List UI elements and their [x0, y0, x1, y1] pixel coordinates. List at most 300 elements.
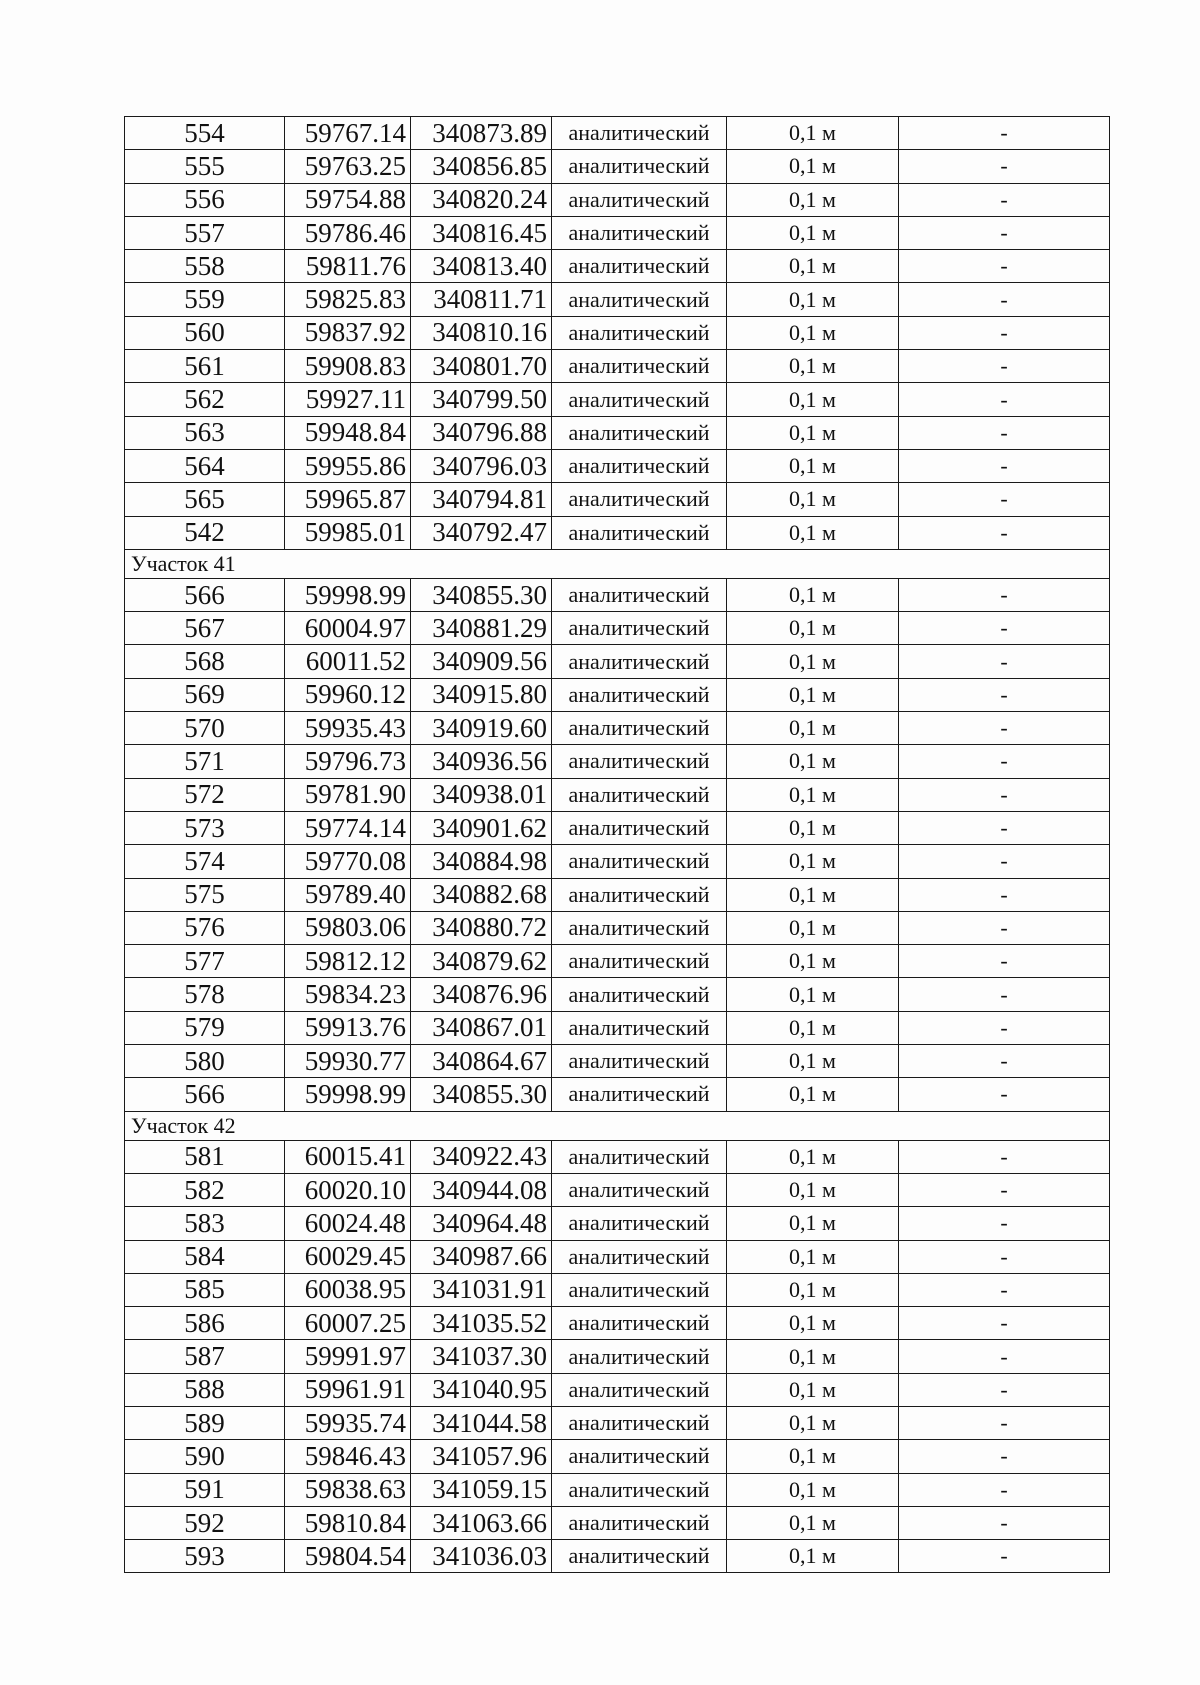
table-row [125, 878, 1110, 911]
x-coordinate-cell: 59948.84 [285, 416, 411, 449]
point-number-cell: 558 [125, 250, 285, 283]
y-coordinate-cell: 340856.85 [411, 150, 552, 183]
x-coordinate-cell: 59767.14 [285, 117, 411, 150]
table-row [125, 1240, 1110, 1273]
table-row [125, 117, 1110, 150]
table-row [125, 1506, 1110, 1539]
x-coordinate-cell: 60020.10 [285, 1173, 411, 1206]
point-number-cell: 593 [125, 1540, 285, 1573]
note-cell: - [899, 216, 1110, 249]
note-cell: - [899, 811, 1110, 844]
method-cell: аналитический [552, 645, 727, 678]
note-cell: - [899, 1540, 1110, 1573]
method-cell: аналитический [552, 778, 727, 811]
table-row [125, 945, 1110, 978]
table-row [125, 778, 1110, 811]
accuracy-cell: 0,1 м [727, 1307, 899, 1340]
note-cell: - [899, 1506, 1110, 1539]
point-number-cell: 590 [125, 1440, 285, 1473]
x-coordinate-cell: 59935.43 [285, 712, 411, 745]
y-coordinate-cell: 340794.81 [411, 483, 552, 516]
accuracy-cell: 0,1 м [727, 449, 899, 482]
point-number-cell: 561 [125, 350, 285, 383]
x-coordinate-cell: 59754.88 [285, 183, 411, 216]
x-coordinate-cell: 59961.91 [285, 1373, 411, 1406]
y-coordinate-cell: 340796.03 [411, 449, 552, 482]
accuracy-cell: 0,1 м [727, 250, 899, 283]
note-cell: - [899, 1473, 1110, 1506]
y-coordinate-cell: 340938.01 [411, 778, 552, 811]
x-coordinate-cell: 59930.77 [285, 1045, 411, 1078]
accuracy-cell: 0,1 м [727, 712, 899, 745]
method-cell: аналитический [552, 383, 727, 416]
table-row [125, 1207, 1110, 1240]
point-number-cell: 577 [125, 945, 285, 978]
method-cell: аналитический [552, 878, 727, 911]
note-cell: - [899, 416, 1110, 449]
note-cell: - [899, 845, 1110, 878]
x-coordinate-cell: 59770.08 [285, 845, 411, 878]
note-cell: - [899, 612, 1110, 645]
point-number-cell: 562 [125, 383, 285, 416]
note-cell: - [899, 1140, 1110, 1173]
x-coordinate-cell: 59955.86 [285, 449, 411, 482]
point-number-cell: 589 [125, 1406, 285, 1439]
point-number-cell: 587 [125, 1340, 285, 1373]
point-number-cell: 573 [125, 811, 285, 844]
note-cell: - [899, 183, 1110, 216]
method-cell: аналитический [552, 1240, 727, 1273]
table-row [125, 845, 1110, 878]
x-coordinate-cell: 60038.95 [285, 1273, 411, 1306]
accuracy-cell: 0,1 м [727, 612, 899, 645]
table-row [125, 1273, 1110, 1306]
accuracy-cell: 0,1 м [727, 645, 899, 678]
y-coordinate-cell: 340792.47 [411, 516, 552, 549]
method-cell: аналитический [552, 911, 727, 944]
accuracy-cell: 0,1 м [727, 1140, 899, 1173]
table-row [125, 712, 1110, 745]
accuracy-cell: 0,1 м [727, 1440, 899, 1473]
y-coordinate-cell: 340884.98 [411, 845, 552, 878]
accuracy-cell: 0,1 м [727, 216, 899, 249]
table-row [125, 1373, 1110, 1406]
point-number-cell: 565 [125, 483, 285, 516]
accuracy-cell: 0,1 м [727, 1406, 899, 1439]
accuracy-cell: 0,1 м [727, 1045, 899, 1078]
y-coordinate-cell: 340964.48 [411, 1207, 552, 1240]
y-coordinate-cell: 340811.71 [411, 283, 552, 316]
x-coordinate-cell: 59838.63 [285, 1473, 411, 1506]
note-cell: - [899, 1406, 1110, 1439]
point-number-cell: 571 [125, 745, 285, 778]
y-coordinate-cell: 340799.50 [411, 383, 552, 416]
point-number-cell: 542 [125, 516, 285, 549]
section-header-row [125, 1111, 1110, 1140]
table-row [125, 1078, 1110, 1111]
method-cell: аналитический [552, 1540, 727, 1573]
point-number-cell: 575 [125, 878, 285, 911]
x-coordinate-cell: 59965.87 [285, 483, 411, 516]
table-row [125, 1307, 1110, 1340]
note-cell: - [899, 117, 1110, 150]
accuracy-cell: 0,1 м [727, 383, 899, 416]
accuracy-cell: 0,1 м [727, 1373, 899, 1406]
point-number-cell: 555 [125, 150, 285, 183]
point-number-cell: 580 [125, 1045, 285, 1078]
x-coordinate-cell: 59846.43 [285, 1440, 411, 1473]
note-cell: - [899, 1373, 1110, 1406]
point-number-cell: 554 [125, 117, 285, 150]
table-row [125, 449, 1110, 482]
y-coordinate-cell: 340801.70 [411, 350, 552, 383]
y-coordinate-cell: 340820.24 [411, 183, 552, 216]
accuracy-cell: 0,1 м [727, 1173, 899, 1206]
method-cell: аналитический [552, 350, 727, 383]
x-coordinate-cell: 60007.25 [285, 1307, 411, 1340]
note-cell: - [899, 678, 1110, 711]
table-row [125, 1473, 1110, 1506]
y-coordinate-cell: 340879.62 [411, 945, 552, 978]
x-coordinate-cell: 60004.97 [285, 612, 411, 645]
section-label: Участок 41 [125, 549, 1110, 578]
y-coordinate-cell: 340919.60 [411, 712, 552, 745]
table-row [125, 483, 1110, 516]
point-number-cell: 566 [125, 1078, 285, 1111]
table-row [125, 516, 1110, 549]
note-cell: - [899, 745, 1110, 778]
point-number-cell: 592 [125, 1506, 285, 1539]
method-cell: аналитический [552, 416, 727, 449]
table-row [125, 811, 1110, 844]
table-row [125, 350, 1110, 383]
x-coordinate-cell: 59998.99 [285, 578, 411, 611]
table-row [125, 1173, 1110, 1206]
x-coordinate-cell: 59837.92 [285, 316, 411, 349]
x-coordinate-cell: 59908.83 [285, 350, 411, 383]
note-cell: - [899, 578, 1110, 611]
accuracy-cell: 0,1 м [727, 316, 899, 349]
accuracy-cell: 0,1 м [727, 678, 899, 711]
y-coordinate-cell: 340922.43 [411, 1140, 552, 1173]
y-coordinate-cell: 340813.40 [411, 250, 552, 283]
table-row [125, 416, 1110, 449]
y-coordinate-cell: 340901.62 [411, 811, 552, 844]
method-cell: аналитический [552, 1506, 727, 1539]
y-coordinate-cell: 340816.45 [411, 216, 552, 249]
point-number-cell: 559 [125, 283, 285, 316]
y-coordinate-cell: 341031.91 [411, 1273, 552, 1306]
x-coordinate-cell: 59796.73 [285, 745, 411, 778]
note-cell: - [899, 1173, 1110, 1206]
y-coordinate-cell: 340873.89 [411, 117, 552, 150]
x-coordinate-cell: 59803.06 [285, 911, 411, 944]
y-coordinate-cell: 341040.95 [411, 1373, 552, 1406]
accuracy-cell: 0,1 м [727, 416, 899, 449]
method-cell: аналитический [552, 811, 727, 844]
point-number-cell: 572 [125, 778, 285, 811]
x-coordinate-cell: 59960.12 [285, 678, 411, 711]
x-coordinate-cell: 59789.40 [285, 878, 411, 911]
point-number-cell: 591 [125, 1473, 285, 1506]
accuracy-cell: 0,1 м [727, 1506, 899, 1539]
x-coordinate-cell: 60011.52 [285, 645, 411, 678]
x-coordinate-cell: 59804.54 [285, 1540, 411, 1573]
x-coordinate-cell: 59763.25 [285, 150, 411, 183]
note-cell: - [899, 383, 1110, 416]
table-row [125, 1340, 1110, 1373]
method-cell: аналитический [552, 1473, 727, 1506]
y-coordinate-cell: 341035.52 [411, 1307, 552, 1340]
method-cell: аналитический [552, 745, 727, 778]
accuracy-cell: 0,1 м [727, 483, 899, 516]
method-cell: аналитический [552, 712, 727, 745]
x-coordinate-cell: 59927.11 [285, 383, 411, 416]
note-cell: - [899, 911, 1110, 944]
point-number-cell: 579 [125, 1011, 285, 1044]
point-number-cell: 560 [125, 316, 285, 349]
point-number-cell: 563 [125, 416, 285, 449]
y-coordinate-cell: 341036.03 [411, 1540, 552, 1573]
method-cell: аналитический [552, 1140, 727, 1173]
method-cell: аналитический [552, 1406, 727, 1439]
method-cell: аналитический [552, 449, 727, 482]
point-number-cell: 586 [125, 1307, 285, 1340]
x-coordinate-cell: 59786.46 [285, 216, 411, 249]
method-cell: аналитический [552, 283, 727, 316]
x-coordinate-cell: 59985.01 [285, 516, 411, 549]
accuracy-cell: 0,1 м [727, 811, 899, 844]
point-number-cell: 574 [125, 845, 285, 878]
method-cell: аналитический [552, 1373, 727, 1406]
table-row [125, 678, 1110, 711]
accuracy-cell: 0,1 м [727, 878, 899, 911]
method-cell: аналитический [552, 1340, 727, 1373]
point-number-cell: 583 [125, 1207, 285, 1240]
accuracy-cell: 0,1 м [727, 1078, 899, 1111]
accuracy-cell: 0,1 м [727, 1473, 899, 1506]
method-cell: аналитический [552, 945, 727, 978]
note-cell: - [899, 1207, 1110, 1240]
y-coordinate-cell: 340867.01 [411, 1011, 552, 1044]
note-cell: - [899, 1240, 1110, 1273]
x-coordinate-cell: 59825.83 [285, 283, 411, 316]
x-coordinate-cell: 60024.48 [285, 1207, 411, 1240]
note-cell: - [899, 483, 1110, 516]
x-coordinate-cell: 60015.41 [285, 1140, 411, 1173]
accuracy-cell: 0,1 м [727, 1011, 899, 1044]
accuracy-cell: 0,1 м [727, 1207, 899, 1240]
table-row [125, 1011, 1110, 1044]
note-cell: - [899, 250, 1110, 283]
accuracy-cell: 0,1 м [727, 1540, 899, 1573]
y-coordinate-cell: 340936.56 [411, 745, 552, 778]
note-cell: - [899, 449, 1110, 482]
table-row [125, 250, 1110, 283]
method-cell: аналитический [552, 1440, 727, 1473]
accuracy-cell: 0,1 м [727, 745, 899, 778]
x-coordinate-cell: 59998.99 [285, 1078, 411, 1111]
y-coordinate-cell: 340876.96 [411, 978, 552, 1011]
table-row [125, 316, 1110, 349]
point-number-cell: 569 [125, 678, 285, 711]
note-cell: - [899, 1440, 1110, 1473]
method-cell: аналитический [552, 117, 727, 150]
method-cell: аналитический [552, 316, 727, 349]
table-row [125, 1440, 1110, 1473]
table-row [125, 745, 1110, 778]
note-cell: - [899, 350, 1110, 383]
table-row [125, 216, 1110, 249]
note-cell: - [899, 1340, 1110, 1373]
y-coordinate-cell: 341037.30 [411, 1340, 552, 1373]
point-number-cell: 570 [125, 712, 285, 745]
method-cell: аналитический [552, 1078, 727, 1111]
point-number-cell: 564 [125, 449, 285, 482]
method-cell: аналитический [552, 845, 727, 878]
accuracy-cell: 0,1 м [727, 183, 899, 216]
method-cell: аналитический [552, 250, 727, 283]
point-number-cell: 584 [125, 1240, 285, 1273]
method-cell: аналитический [552, 678, 727, 711]
note-cell: - [899, 1011, 1110, 1044]
accuracy-cell: 0,1 м [727, 350, 899, 383]
method-cell: аналитический [552, 150, 727, 183]
table-row [125, 183, 1110, 216]
table-row [125, 1540, 1110, 1573]
x-coordinate-cell: 59812.12 [285, 945, 411, 978]
note-cell: - [899, 945, 1110, 978]
point-number-cell: 556 [125, 183, 285, 216]
x-coordinate-cell: 59811.76 [285, 250, 411, 283]
method-cell: аналитический [552, 1045, 727, 1078]
note-cell: - [899, 1307, 1110, 1340]
table-row [125, 383, 1110, 416]
section-header-row [125, 549, 1110, 578]
note-cell: - [899, 1078, 1110, 1111]
point-number-cell: 585 [125, 1273, 285, 1306]
note-cell: - [899, 878, 1110, 911]
y-coordinate-cell: 340881.29 [411, 612, 552, 645]
note-cell: - [899, 645, 1110, 678]
y-coordinate-cell: 340855.30 [411, 1078, 552, 1111]
accuracy-cell: 0,1 м [727, 150, 899, 183]
method-cell: аналитический [552, 1207, 727, 1240]
table-row [125, 911, 1110, 944]
y-coordinate-cell: 340882.68 [411, 878, 552, 911]
y-coordinate-cell: 341057.96 [411, 1440, 552, 1473]
y-coordinate-cell: 340855.30 [411, 578, 552, 611]
y-coordinate-cell: 341059.15 [411, 1473, 552, 1506]
method-cell: аналитический [552, 516, 727, 549]
accuracy-cell: 0,1 м [727, 578, 899, 611]
x-coordinate-cell: 59913.76 [285, 1011, 411, 1044]
table-row [125, 612, 1110, 645]
accuracy-cell: 0,1 м [727, 911, 899, 944]
table-row [125, 150, 1110, 183]
table-body [125, 117, 1110, 1573]
point-number-cell: 557 [125, 216, 285, 249]
method-cell: аналитический [552, 216, 727, 249]
point-number-cell: 566 [125, 578, 285, 611]
accuracy-cell: 0,1 м [727, 945, 899, 978]
accuracy-cell: 0,1 м [727, 845, 899, 878]
note-cell: - [899, 1273, 1110, 1306]
x-coordinate-cell: 59774.14 [285, 811, 411, 844]
note-cell: - [899, 150, 1110, 183]
table-row [125, 645, 1110, 678]
point-number-cell: 576 [125, 911, 285, 944]
x-coordinate-cell: 59991.97 [285, 1340, 411, 1373]
y-coordinate-cell: 340864.67 [411, 1045, 552, 1078]
method-cell: аналитический [552, 1173, 727, 1206]
x-coordinate-cell: 59935.74 [285, 1406, 411, 1439]
accuracy-cell: 0,1 м [727, 283, 899, 316]
y-coordinate-cell: 340796.88 [411, 416, 552, 449]
section-label: Участок 42 [125, 1111, 1110, 1140]
table-row [125, 1045, 1110, 1078]
note-cell: - [899, 283, 1110, 316]
y-coordinate-cell: 340909.56 [411, 645, 552, 678]
table-row [125, 1406, 1110, 1439]
accuracy-cell: 0,1 м [727, 1273, 899, 1306]
method-cell: аналитический [552, 978, 727, 1011]
y-coordinate-cell: 341044.58 [411, 1406, 552, 1439]
y-coordinate-cell: 340987.66 [411, 1240, 552, 1273]
table-row [125, 978, 1110, 1011]
point-number-cell: 588 [125, 1373, 285, 1406]
accuracy-cell: 0,1 м [727, 117, 899, 150]
point-number-cell: 582 [125, 1173, 285, 1206]
accuracy-cell: 0,1 м [727, 978, 899, 1011]
method-cell: аналитический [552, 1011, 727, 1044]
note-cell: - [899, 978, 1110, 1011]
table-row [125, 1140, 1110, 1173]
method-cell: аналитический [552, 183, 727, 216]
y-coordinate-cell: 340915.80 [411, 678, 552, 711]
accuracy-cell: 0,1 м [727, 1340, 899, 1373]
note-cell: - [899, 778, 1110, 811]
coordinates-table [124, 116, 1110, 1573]
note-cell: - [899, 316, 1110, 349]
method-cell: аналитический [552, 1307, 727, 1340]
method-cell: аналитический [552, 483, 727, 516]
note-cell: - [899, 712, 1110, 745]
x-coordinate-cell: 59781.90 [285, 778, 411, 811]
note-cell: - [899, 516, 1110, 549]
accuracy-cell: 0,1 м [727, 516, 899, 549]
note-cell: - [899, 1045, 1110, 1078]
accuracy-cell: 0,1 м [727, 778, 899, 811]
point-number-cell: 578 [125, 978, 285, 1011]
method-cell: аналитический [552, 612, 727, 645]
table-row [125, 283, 1110, 316]
x-coordinate-cell: 59834.23 [285, 978, 411, 1011]
point-number-cell: 567 [125, 612, 285, 645]
point-number-cell: 568 [125, 645, 285, 678]
point-number-cell: 581 [125, 1140, 285, 1173]
method-cell: аналитический [552, 578, 727, 611]
x-coordinate-cell: 60029.45 [285, 1240, 411, 1273]
y-coordinate-cell: 340810.16 [411, 316, 552, 349]
method-cell: аналитический [552, 1273, 727, 1306]
accuracy-cell: 0,1 м [727, 1240, 899, 1273]
table-row [125, 578, 1110, 611]
y-coordinate-cell: 340944.08 [411, 1173, 552, 1206]
x-coordinate-cell: 59810.84 [285, 1506, 411, 1539]
y-coordinate-cell: 340880.72 [411, 911, 552, 944]
y-coordinate-cell: 341063.66 [411, 1506, 552, 1539]
